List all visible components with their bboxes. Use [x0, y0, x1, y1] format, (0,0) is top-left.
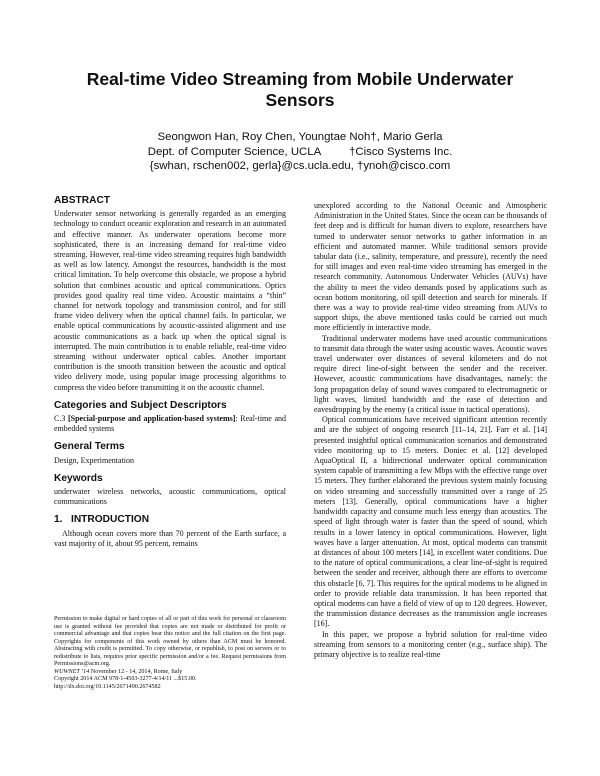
intro-paragraph-1-start: Although ocean covers more than 70 percent of the Earth surface, a vast majority of it, about 95 percent, remains	[54, 528, 286, 548]
keywords-text: underwater wireless networks, acoustic communications, optical communications	[54, 487, 286, 507]
author-emails: {swhan, rschen002, gerla}@cs.ucla.edu, †ynoh@cisco.com	[149, 160, 451, 173]
author-affiliations: Dept. of Computer Science, UCLA †Cisco Systems Inc.	[147, 145, 453, 158]
intro-paragraph-1-cont: unexplored according to the National Oceanic and Atmospheric Administration in the United States. Since the ocean can be thousands of feet deep and is difficult for human divers to explore, researchers have turned to underwater sensor networks to gather information in an efficient and automated manner. While traditional sensors provide tabular data (i.e., salinity, temperature, and pressure), recently the need for still images and even real-time video streaming has emerged in the research community. Autonomous Underwater Vehicles (AUVs) have the ability to meet the video demands posed by applications such as ocean bottom monitoring, oil spill detection and search for minerals. If there was a way to provide real-time video streaming from AUVs to support ships, the above mentioned tasks could be carried out much more efficiently in interactive mode.	[314, 201, 547, 333]
permission-block	[54, 616, 286, 691]
intro-paragraph-3: Optical communications have received significant attention recently and are the subject of ongoing research [11–14, 21]. Farr et al. [14] presented insightful optical communication scenarios and demonstrated video monitoring up to 15 meters. Doniec et al. [12] developed AquaOptical II, a bidirectional underwater optical communication system capable of transmitting a few Mbps with the effective range over 15 meters. They further elaborated the previous system mainly focusing on video streaming and successfully transmitted over a range of 25 meters [13]. Generally, optical communications have a higher bandwidth capacity and consume much less energy than acoustics. The speed of light through water is faster than the speed of sound, which results in a lower latency in optical communications. However, light waves have a larger attenuation. At most, optical modems can transmit at distances of about 100 meters [14], in excellent water conditions. Due to the nature of optical communications, a clear line-of-sight is required between the sender and receiver, although there are efforts to overcome this obstacle [6, 7]. This requires for the optical modems to be aligned in order to provide reliable data transmission. It has been reported that optical modems can have a field of view of up to 120 degrees. However, the transmission distance decreases as the transmission angle increases [16].	[314, 415, 547, 629]
abstract-text: Underwater sensor networking is generally regarded as an emerging technology to conduct oceanic exploration and research in an automated and effective manner. As underwater operations become more sophisticated, there is an increasing demand for real-time video streaming. However, real-time video streaming requires high bandwidth as well as low latency. Amongst the resources, bandwidth is the most critical limitation. To help overcome this obstacle, we propose a hybrid solution that combines acoustic and optical communications. Optics provides good quality real time video. Acoustic maintains a “thin” channel for network topology and transmission control, and for still frame video delivery when the optical channel fails. In particular, we enable optical communications by acoustic-assisted alignment and use acoustic communications as a back up when the optical signal is interrupted. The main contribution is to enable reliable, real-time video streaming without underwater optical cables. Another important contribution is the smooth transition between the acoustic and optical video delivery mode, using popular image processing algorithms to compress the video before transmitting it on the acoustic channel.	[54, 209, 286, 392]
venue-line	[54, 669, 286, 677]
introduction-heading: 1. INTRODUCTION	[54, 514, 150, 526]
venue-details: November 12 - 14, 2014, Rome, Italy	[89, 668, 183, 675]
general-terms-text: Design, Experimentation	[54, 455, 134, 465]
paper-title: Real-time Video Streaming from Mobile Underwater Sensors	[86, 69, 514, 110]
right-column	[314, 201, 547, 660]
venue-name: WUWNET ’14	[54, 668, 90, 675]
doi-line: http://dx.doi.org/10.1145/2671490.2674582	[54, 683, 161, 690]
copyright-line: Copyright 2014 ACM 978-1-4503-3277-4/14/11 ...$15.00.	[54, 676, 197, 682]
author-names: Seongwon Han, Roy Chen, Youngtae Noh†, Mario Gerla	[157, 131, 443, 143]
author-block	[60, 130, 540, 174]
permission-text: Permission to make digital or hard copies of all or part of this work for personal or classroom use is granted without fee provided that copies are not made or distributed for profit or commercial advantage and that copies bear this notice and the full citation on the first page. Copyrights for components of this work owned by others than ACM must be honored. Abstracting with credit is permitted. To copy otherwise, or republish, to post on servers or to redistribute to lists, requires prior specific permission and/or a fee. Request permissions from Permissions@acm.org.	[54, 616, 286, 667]
categories-text	[54, 414, 286, 434]
categories-code: C.3	[54, 414, 68, 424]
left-column	[54, 196, 286, 549]
categories-heading: Categories and Subject Descriptors	[54, 399, 227, 411]
intro-paragraph-2: Traditional underwater modems have used acoustic communications to transmit data through the water using acoustic waves. Acoustic waves travel underwater over distances of several kilometers and do not require direct line-of-sight between the sender and the receiver. However, acoustic communications have disadvantages, namely: the long propagation delay of sound waves compared to electromagnetic or light waves, limited bandwidth and the ease of detection and eavesdropping by the enemy (a critical issue in tactical operations).	[314, 333, 547, 415]
general-terms-heading: General Terms	[54, 441, 125, 453]
categories-rest: : Real-time and embedded systems	[54, 414, 286, 434]
categories-bold: [Special-purpose and application-based systems]	[67, 414, 236, 424]
intro-paragraph-4: In this paper, we propose a hybrid solution for real-time video streaming from sensors to a monitoring center (e.g., surface ship). The primary objective is to realize real-time	[314, 629, 547, 659]
keywords-heading: Keywords	[54, 472, 103, 484]
abstract-heading: ABSTRACT	[54, 195, 111, 206]
